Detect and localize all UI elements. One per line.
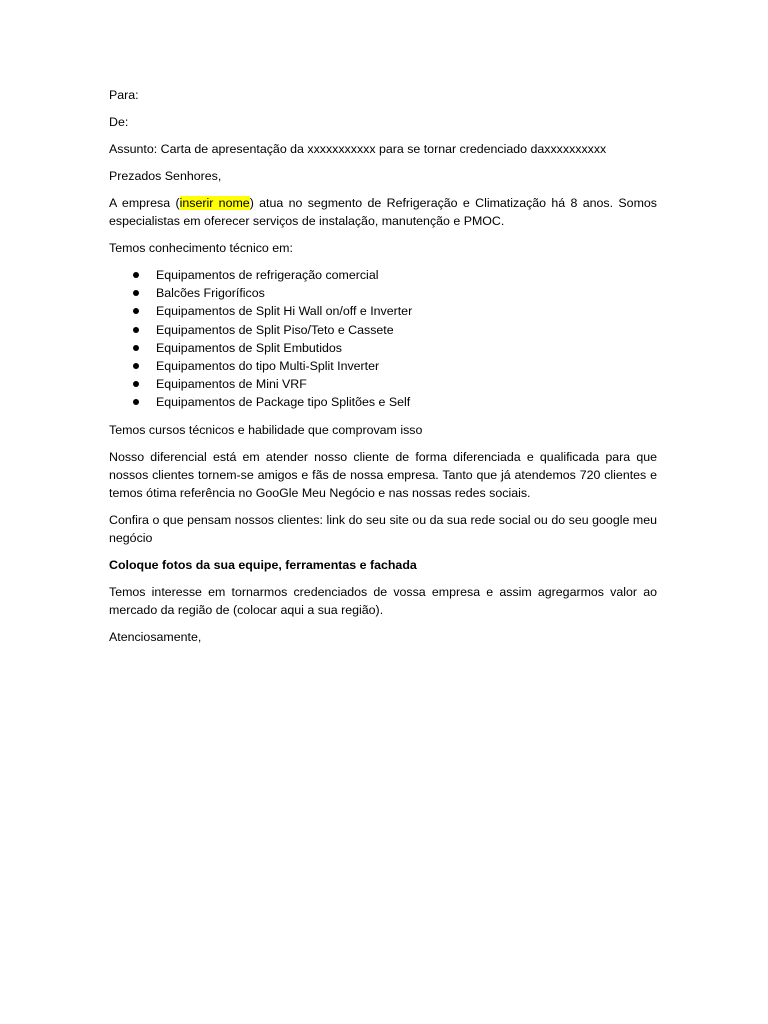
list-item: [109, 321, 657, 339]
bullet-icon: [133, 272, 139, 278]
courses-paragraph: Temos cursos técnicos e habilidade que comprovam isso: [109, 422, 423, 437]
list-item-text: Equipamentos de refrigeração comercial: [156, 268, 379, 282]
bullet-icon: [133, 381, 139, 387]
differential-paragraph: Nosso diferencial está em atender nosso cliente de forma diferenciada e qualificada para que nossos clientes tornem-se amigos e fãs de nossa empresa. Tanto que já atendemos 720 clientes e temos ótima referência no GooGle Meu Negócio e nas nossas redes sociais.: [109, 449, 657, 500]
list-item-text: Equipamentos do tipo Multi-Split Inverter: [156, 359, 380, 374]
list-item: [109, 375, 657, 393]
list-item: [109, 284, 657, 302]
greeting: Prezados Senhores,: [109, 169, 222, 183]
highlighted-placeholder: inserir nome: [179, 196, 250, 210]
closing: Atenciosamente,: [109, 629, 202, 644]
list-item-text: Equipamentos de Mini VRF: [156, 377, 307, 392]
list-item-text: Balcões Frigoríficos: [156, 286, 265, 301]
list-item-text: Equipamentos de Split Embutidos: [156, 340, 342, 355]
bullet-icon: [133, 399, 139, 405]
intro-text-end: ) atua no segmento de Refrigeração e Climatização há 8 anos. Somos especialistas em oferecer serviços de instalação, manutenção e PMOC.: [109, 196, 657, 228]
list-item: [109, 339, 657, 357]
photos-note: Coloque fotos da sua equipe, ferramentas e fachada: [109, 557, 417, 572]
to-line: Para:: [109, 88, 139, 102]
knowledge-list: [109, 266, 657, 412]
knowledge-heading: Temos conhecimento técnico em:: [109, 241, 293, 255]
intro-paragraph: [109, 194, 657, 230]
list-item-text: Equipamentos de Package tipo Splitões e Self: [156, 395, 411, 410]
list-item: [109, 393, 657, 411]
bullet-icon: [133, 290, 139, 296]
list-item-text: Equipamentos de Split Piso/Teto e Cassete: [156, 322, 394, 337]
subject-line: Assunto: Carta de apresentação da xxxxxxxxxxx para se tornar credenciado daxxxxxxxxxx: [109, 142, 607, 156]
bullet-icon: [133, 308, 139, 314]
list-item: [109, 357, 657, 375]
from-line: De:: [109, 115, 129, 129]
letter-page: [109, 86, 657, 655]
reviews-paragraph: Confira o que pensam nossos clientes: link do seu site ou da sua rede social ou do seu google meu negócio: [109, 512, 657, 545]
intro-text-start: A empresa (: [109, 196, 180, 210]
bullet-icon: [133, 363, 139, 369]
list-item: [109, 302, 657, 320]
bullet-icon: [133, 327, 139, 333]
bullet-icon: [133, 345, 139, 351]
list-item-text: Equipamentos de Split Hi Wall on/off e Inverter: [156, 304, 413, 319]
list-item: [109, 266, 657, 284]
interest-paragraph: Temos interesse em tornarmos credenciados de vossa empresa e assim agregarmos valor ao mercado da região de (colocar aqui a sua região).: [109, 584, 657, 617]
